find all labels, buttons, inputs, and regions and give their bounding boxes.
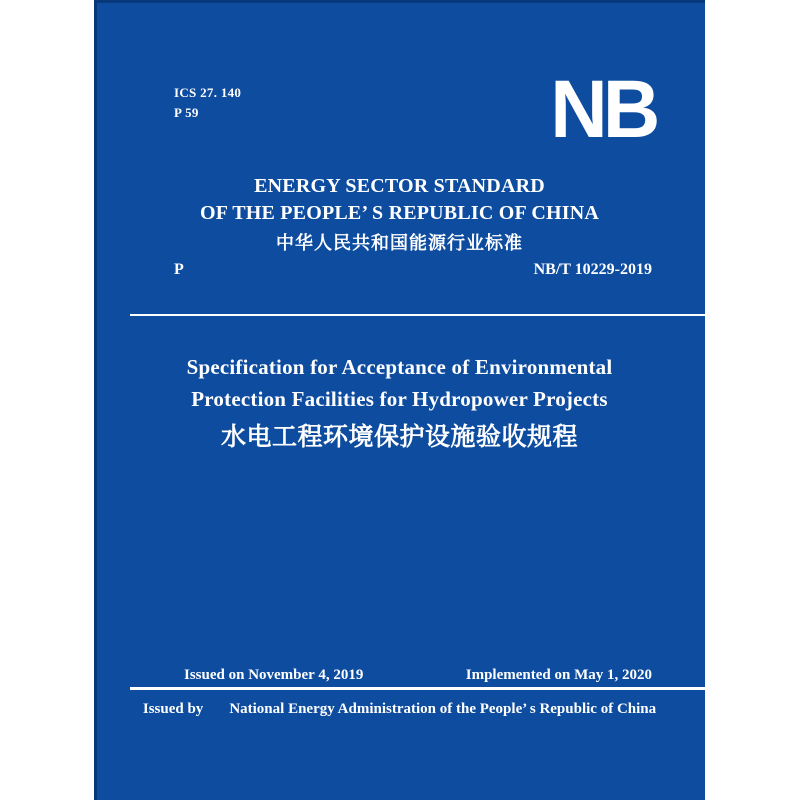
header-divider bbox=[130, 314, 705, 316]
standard-cover bbox=[94, 0, 705, 800]
title-zh: 水电工程环境保护设施验收规程 bbox=[220, 423, 578, 451]
class-and-number-row bbox=[174, 261, 652, 279]
standard-name-en-line1: ENERGY SECTOR STANDARD bbox=[254, 175, 545, 197]
standard-name-en-line2: OF THE PEOPLE’ S REPUBLIC OF CHINA bbox=[199, 202, 600, 224]
class-letter: P bbox=[174, 261, 184, 278]
nb-logo: NB bbox=[549, 64, 655, 155]
issued-date: Issued on November 4, 2019 bbox=[184, 667, 364, 683]
ics-block bbox=[174, 83, 241, 123]
doc-class-code: P 59 bbox=[174, 105, 199, 120]
ics-code: ICS 27. 140 bbox=[174, 85, 242, 100]
standard-number: NB/T 10229-2019 bbox=[533, 261, 652, 278]
issued-by-value: National Energy Administration of the People’ s Republic of China bbox=[229, 701, 657, 717]
standard-name-zh: 中华人民共和国能源行业标准 bbox=[276, 233, 523, 253]
issued-by-label: Issued by bbox=[142, 701, 204, 717]
standard-name-block bbox=[94, 173, 705, 255]
title-block bbox=[94, 351, 705, 453]
title-en-line2: Protection Facilities for Hydropower Projects bbox=[191, 387, 608, 411]
title-en-line1: Specification for Acceptance of Environmental bbox=[186, 355, 613, 379]
issuer-row bbox=[94, 700, 705, 718]
footer-divider bbox=[130, 687, 705, 690]
dates-row bbox=[184, 666, 652, 684]
implemented-date: Implemented on May 1, 2020 bbox=[465, 667, 652, 683]
